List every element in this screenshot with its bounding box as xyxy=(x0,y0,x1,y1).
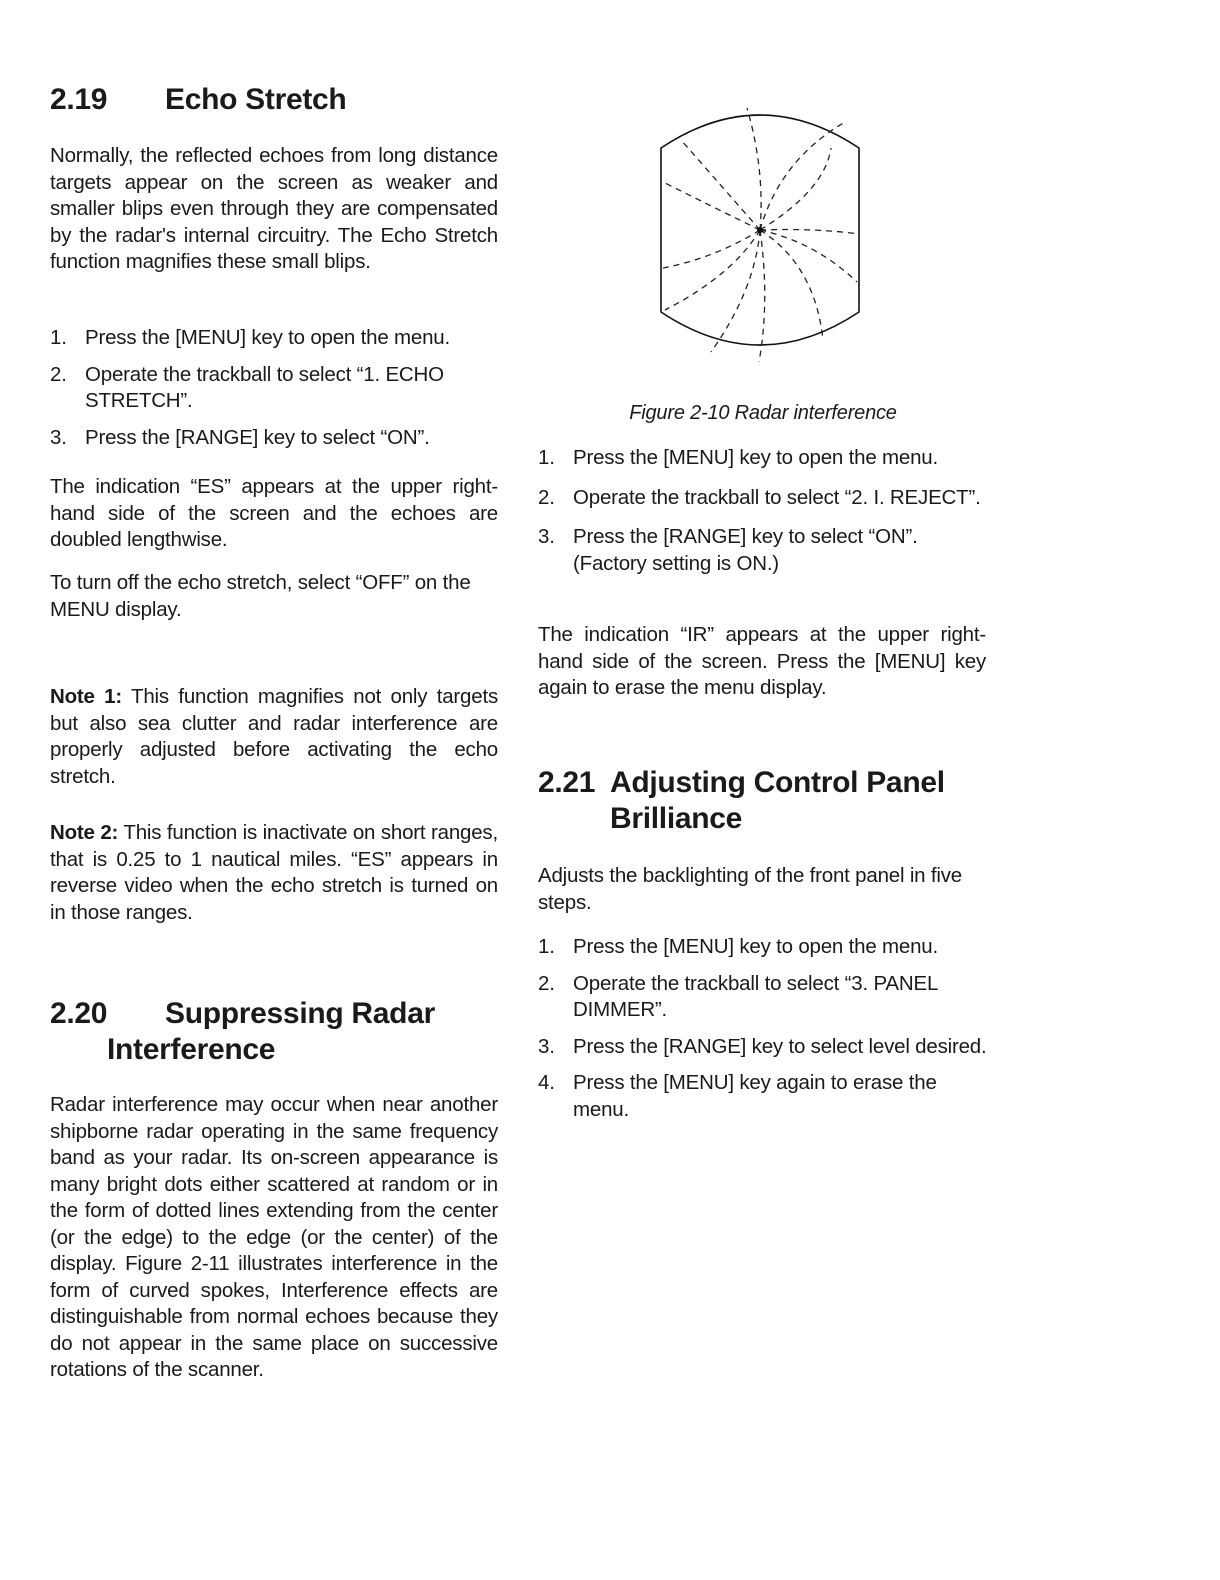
list-item xyxy=(538,1070,988,1123)
step-number: 3. xyxy=(538,525,555,548)
interference-reject-result: The indication “IR” appears at the upper right-hand side of the screen. Press the [MENU] key again to erase the menu display. xyxy=(538,623,986,699)
radar-interference-figure xyxy=(655,100,865,370)
note-1-label: Note 1: xyxy=(50,685,122,708)
section-title-line-2: Brilliance xyxy=(610,802,743,835)
list-item xyxy=(50,325,498,352)
list-item xyxy=(50,362,498,415)
echo-stretch-off: To turn off the echo stretch, select “OFF” on the MENU display. xyxy=(50,571,471,621)
list-item xyxy=(538,971,988,1024)
list-item xyxy=(538,445,988,472)
radar-screen-illustration xyxy=(655,100,865,370)
step-number: 2. xyxy=(538,971,555,995)
list-item xyxy=(538,524,988,577)
step-text: Press the [RANGE] key to select level desired. xyxy=(573,1034,987,1058)
interference-reject-steps xyxy=(538,445,988,577)
step-text: Press the [RANGE] key to select “ON”. (Factory setting is ON.) xyxy=(573,525,918,575)
interference-spokes xyxy=(663,108,859,362)
figure-caption: Figure 2-10 Radar interference xyxy=(629,402,897,424)
note-1 xyxy=(50,684,498,790)
step-number: 2. xyxy=(50,362,67,386)
section-title-line-1: Suppressing Radar xyxy=(165,997,435,1030)
step-number: 1. xyxy=(538,935,555,958)
step-number: 2. xyxy=(538,485,555,509)
note-2-text: This function is inactivate on short ranges, that is 0.25 to 1 nautical miles. “ES” appears in reverse video when the echo stretch is turned on in those ranges. xyxy=(50,821,498,924)
echo-stretch-intro: Normally, the reflected echoes from long distance targets appear on the screen as weaker and smaller blips even through they are compensated by the radar's internal circuitry. The Echo Stretch function magnifies these small blips. xyxy=(50,144,498,273)
section-title-line-2: Interference xyxy=(107,1033,276,1066)
step-text: Press the [MENU] key to open the menu. xyxy=(85,326,450,349)
step-number: 4. xyxy=(538,1071,555,1094)
step-text: Press the [MENU] key again to erase the menu. xyxy=(573,1071,937,1121)
step-text: Press the [RANGE] key to select “ON”. xyxy=(85,425,430,449)
section-2-19-heading xyxy=(50,82,346,118)
step-text: Operate the trackball to select “2. I. REJECT”. xyxy=(573,485,981,509)
step-number: 1. xyxy=(50,326,67,349)
section-title-line-1: Adjusting Control Panel xyxy=(610,766,945,799)
step-text: Press the [MENU] key to open the menu. xyxy=(573,446,938,469)
radar-center xyxy=(757,227,763,233)
step-number: 3. xyxy=(50,425,67,449)
step-text: Press the [MENU] key to open the menu. xyxy=(573,935,938,958)
section-title: Echo Stretch xyxy=(165,83,347,116)
section-2-20-heading xyxy=(50,996,435,1068)
step-number: 1. xyxy=(538,446,555,469)
note-2-label: Note 2: xyxy=(50,821,119,844)
echo-stretch-result: The indication “ES” appears at the upper right-hand side of the screen and the echoes are doubled lengthwise. xyxy=(50,475,498,551)
echo-stretch-steps xyxy=(50,325,498,451)
note-1-text: This function magnifies not only targets but also sea clutter and radar interference are properly adjusted before activating the echo stretch. xyxy=(50,685,498,788)
list-item xyxy=(538,934,988,961)
section-number: 2.21 xyxy=(538,766,596,799)
step-text: Operate the trackball to select “1. ECHO STRETCH”. xyxy=(85,362,444,412)
section-2-21-heading xyxy=(538,765,945,837)
section-number: 2.19 xyxy=(50,83,108,116)
list-item xyxy=(50,425,498,452)
step-number: 3. xyxy=(538,1034,555,1058)
note-2 xyxy=(50,820,498,926)
radar-interference-body: Radar interference may occur when near another shipborne radar operating in the same frequency band as your radar. Its on-screen appearance is many bright dots either scattered at random or in the form of dotted lines extending from the center (or the edge) to the edge (or the center) of the display. Figure 2-11 illustrates interference in the form of curved spokes, Interference effects are distinguishable from normal echoes because they do not appear in the same place on successive rotations of the scanner. xyxy=(50,1093,498,1381)
step-text: Operate the trackball to select “3. PANEL DIMMER”. xyxy=(573,971,938,1021)
section-number: 2.20 xyxy=(50,997,108,1030)
list-item xyxy=(538,485,988,512)
panel-brilliance-steps xyxy=(538,934,988,1123)
list-item xyxy=(538,1034,988,1061)
panel-brilliance-intro: Adjusts the backlighting of the front panel in five steps. xyxy=(538,864,962,914)
